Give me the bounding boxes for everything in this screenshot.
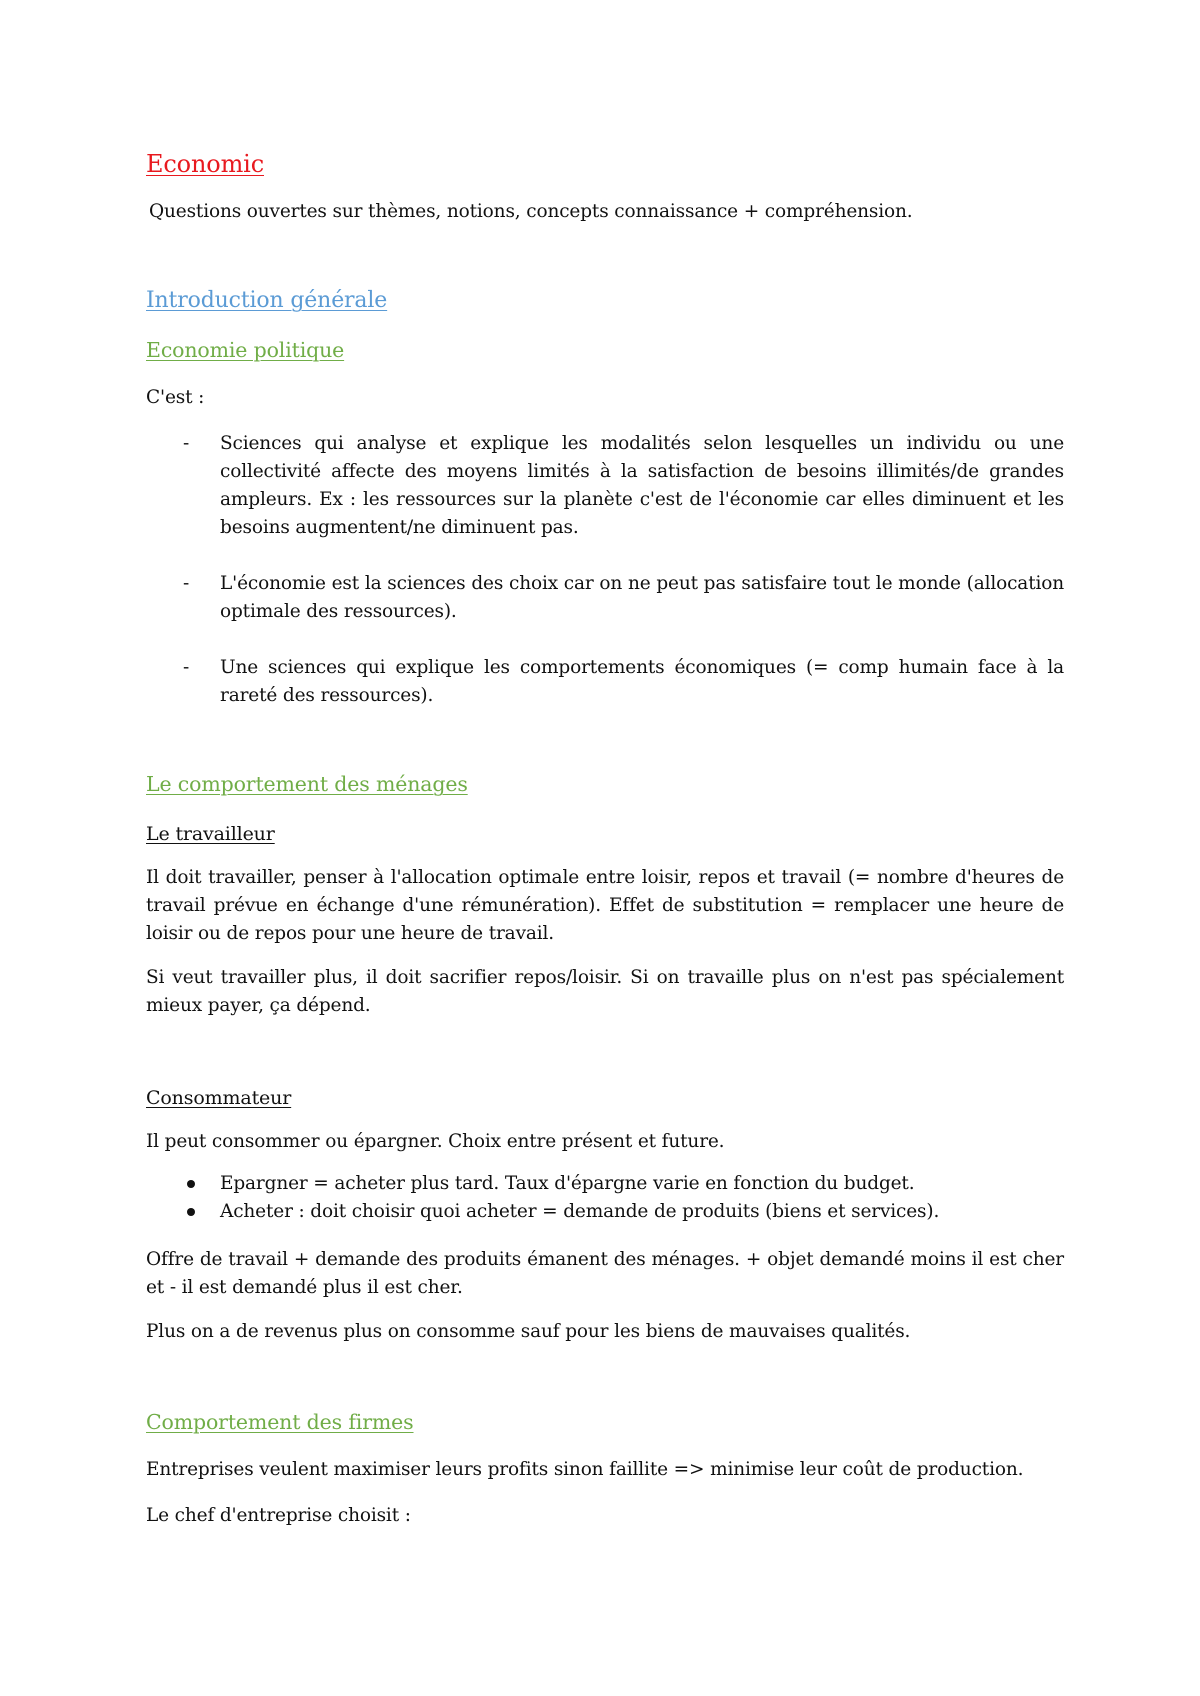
bullet-dot xyxy=(187,1180,195,1188)
document-subtitle: Questions ouvertes sur thèmes, notions, concepts connaissance + compréhension. xyxy=(149,201,913,222)
section-firmes-heading: Comportement des firmes xyxy=(146,1410,414,1434)
worker-paragraph-2: Si veut travailler plus, il doit sacrifier repos/loisir. Si on travaille plus on n'est pas spécialement mieux payer, ça dépend. xyxy=(146,967,1064,1016)
worker-heading: Le travailleur xyxy=(146,823,275,845)
consumer-intro: Il peut consommer ou épargner. Choix entre présent et future. xyxy=(146,1131,725,1152)
consumer-bullet-1: Epargner = acheter plus tard. Taux d'épargne varie en fonction du budget. xyxy=(220,1173,915,1194)
consumer-bullet-2: Acheter : doit choisir quoi acheter = demande de produits (biens et services). xyxy=(220,1201,940,1222)
definition-item-1: Sciences qui analyse et explique les modalités selon lesquelles un individu ou une collectivité affecte des moyens limités à la satisfaction de besoins illimités/de grandes ampleurs. Ex : les ressources sur la planète c'est de l'économie car elles diminuent et les besoins augmentent/ne diminuent pas. xyxy=(220,433,1064,538)
firmes-paragraph-1: Entreprises veulent maximiser leurs profits sinon faillite => minimise leur coût de production. xyxy=(146,1459,1024,1480)
bullet-dot xyxy=(187,1208,195,1216)
section-economie-politique-lead: C'est : xyxy=(146,387,205,408)
consumer-paragraph-1: Offre de travail + demande des produits émanent des ménages. + objet demandé moins il est cher et - il est demandé plus il est cher. xyxy=(146,1249,1064,1298)
definition-item-2: L'économie est la sciences des choix car on ne peut pas satisfaire tout le monde (allocation optimale des ressources). xyxy=(220,573,1064,622)
list-dash: - xyxy=(183,657,190,678)
definition-item-3: Une sciences qui explique les comportements économiques (= comp humain face à la rareté des ressources). xyxy=(220,657,1064,706)
worker-paragraph-1: Il doit travailler, penser à l'allocation optimale entre loisir, repos et travail (= nombre d'heures de travail prévue en échange d'une rémunération). Effet de substitution = remplacer une heure de loisir ou de repos pour une heure de travail. xyxy=(146,867,1064,944)
list-dash: - xyxy=(183,433,190,454)
intro-heading: Introduction générale xyxy=(146,288,388,313)
section-economie-politique-heading: Economie politique xyxy=(146,338,345,362)
consumer-paragraph-2: Plus on a de revenus plus on consomme sauf pour les biens de mauvaises qualités. xyxy=(146,1321,911,1342)
firmes-paragraph-2: Le chef d'entreprise choisit : xyxy=(146,1505,411,1526)
consumer-heading: Consommateur xyxy=(146,1087,292,1109)
document-title: Economic xyxy=(146,150,264,178)
list-dash: - xyxy=(183,573,190,594)
section-menages-heading: Le comportement des ménages xyxy=(146,772,468,796)
